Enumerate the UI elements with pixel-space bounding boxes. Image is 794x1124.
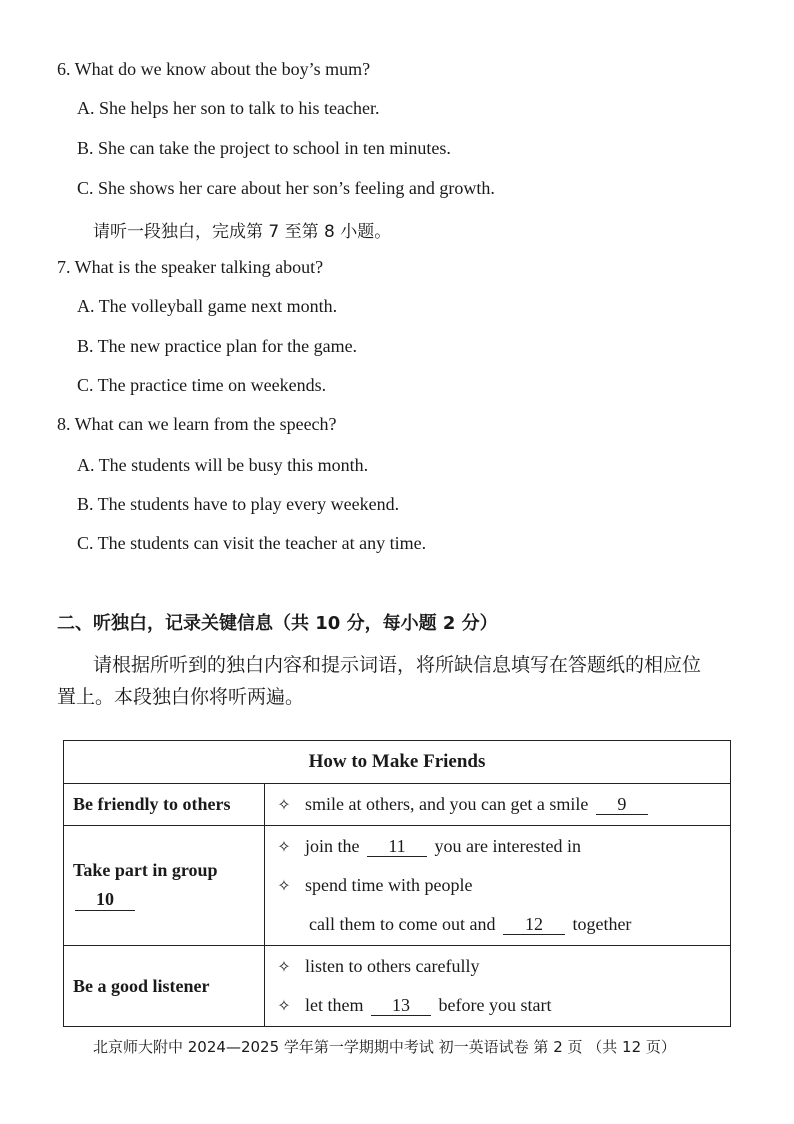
diamond-bullet-icon: ✧ (277, 795, 291, 814)
question-8-option-b: B. The students have to play every weekend. (77, 494, 400, 514)
question-6-option-b: B. She can take the project to school in ten minutes. (77, 138, 451, 158)
diamond-bullet-icon: ✧ (277, 996, 291, 1015)
table-item (273, 785, 729, 824)
blank-11: 11 (367, 836, 427, 857)
table-item (273, 986, 729, 1025)
table-item (273, 947, 729, 986)
table-item (273, 905, 729, 944)
blank-9: 9 (596, 794, 648, 815)
item-text: join the (305, 836, 360, 856)
category-label: Take part in group (73, 860, 218, 880)
how-to-make-friends-table (63, 740, 731, 1027)
category-be-friendly (64, 784, 265, 826)
table-title: How to Make Friends (64, 741, 731, 784)
question-8-option-c: C. The students can visit the teacher at any time. (77, 533, 427, 553)
question-7-option-a: A. The volleyball game next month. (77, 296, 338, 316)
table-item (273, 866, 729, 905)
question-7-stem: 7. What is the speaker talking about? (57, 257, 324, 277)
section-2-instruction-line-2: 置上。本段独白你将听两遍。 (57, 686, 305, 708)
question-7-option-b: B. The new practice plan for the game. (77, 336, 358, 356)
diamond-bullet-icon: ✧ (277, 957, 291, 976)
items-be-a-good-listener (265, 946, 731, 1027)
section-2-heading: 二、听独白，记录关键信息（共 10 分，每小题 2 分） (57, 613, 498, 634)
item-text-after: before you start (438, 995, 552, 1015)
table-item (273, 827, 729, 866)
blank-13: 13 (371, 995, 431, 1016)
question-8-option-a: A. The students will be busy this month. (77, 455, 369, 475)
blank-12: 12 (503, 914, 565, 935)
section-2-instruction-line-1: 请根据所听到的独白内容和提示词语，将所缺信息填写在答题纸的相应位 (93, 654, 702, 676)
category-label: Be friendly to others (73, 794, 231, 814)
item-text: let them (305, 995, 364, 1015)
item-text: listen to others carefully (305, 956, 480, 976)
question-6-option-a: A. She helps her son to talk to his teacher. (77, 98, 380, 118)
blank-10: 10 (75, 889, 135, 911)
item-text-after: together (572, 914, 632, 934)
question-7-option-c: C. The practice time on weekends. (77, 375, 327, 395)
item-text: call them to come out and (309, 914, 496, 934)
category-take-part-in-group (64, 826, 265, 946)
category-label: Be a good listener (73, 975, 210, 996)
question-6-stem: 6. What do we know about the boy’s mum? (57, 59, 371, 79)
diamond-bullet-icon: ✧ (277, 876, 291, 895)
item-text: spend time with people (305, 875, 473, 895)
category-be-a-good-listener (64, 946, 265, 1027)
question-8-stem: 8. What can we learn from the speech? (57, 414, 337, 434)
monologue-instruction: 请听一段独白，完成第 7 至第 8 小题。 (93, 222, 392, 242)
items-be-friendly (265, 784, 731, 826)
diamond-bullet-icon: ✧ (277, 837, 291, 856)
question-6-option-c: C. She shows her care about her son’s feeling and growth. (77, 178, 495, 198)
item-text-after: you are interested in (434, 836, 581, 856)
items-take-part-in-group (265, 826, 731, 946)
item-text: smile at others, and you can get a smile (305, 794, 589, 814)
page-footer: 北京师大附中 2024—2025 学年第一学期期中考试 初一英语试卷 第 2 页 （共 12 页） (93, 1038, 676, 1056)
